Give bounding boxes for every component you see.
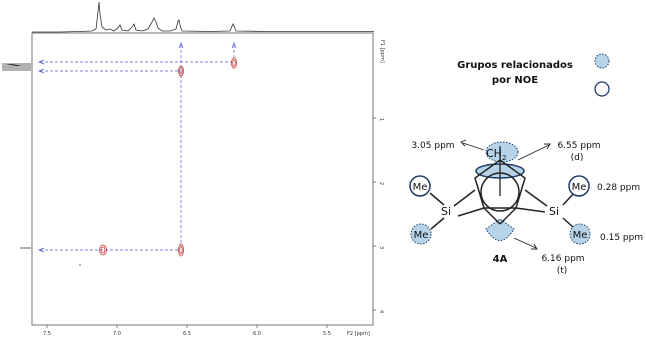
f2-projection-trace bbox=[32, 2, 374, 32]
f2-axis-label: F2 [ppm] bbox=[347, 331, 370, 337]
f2-tick-7-0: 7.0 bbox=[113, 331, 121, 337]
ch-bottom-highlight bbox=[486, 219, 514, 241]
annotation-ch-shift: 6.16 ppm bbox=[541, 254, 585, 264]
noe-legend bbox=[457, 54, 609, 96]
si-left-ring-bond bbox=[454, 190, 475, 206]
f2-tick-5-5: 5.5 bbox=[323, 331, 331, 337]
arrow-cp bbox=[518, 145, 549, 160]
annotation-ch-multiplicity: (t) bbox=[556, 266, 568, 276]
noe-arrowheads bbox=[39, 43, 236, 252]
noe-correlation-lines bbox=[40, 45, 234, 250]
si-left-me-upper-bond bbox=[430, 193, 444, 205]
legend-solid-circle-icon bbox=[595, 82, 609, 96]
f1-projection-trace bbox=[2, 64, 31, 248]
compound-label: 4A bbox=[492, 254, 508, 265]
ch2-label: $CH_2$ bbox=[486, 147, 507, 162]
noesy-spectrum bbox=[2, 2, 385, 337]
si-right-me-upper-bond bbox=[563, 194, 573, 205]
f1-axis-label: F1 [ppm] bbox=[379, 40, 385, 63]
f1-axis-ticks bbox=[373, 118, 376, 310]
f2-axis-ticks bbox=[47, 325, 327, 328]
methyl-upper-left-label: Me bbox=[412, 182, 428, 193]
si-right-me-lower-bond bbox=[563, 218, 574, 228]
si-right-label: Si bbox=[549, 205, 560, 218]
f2-tick-6-5: 6.5 bbox=[183, 331, 191, 337]
si-right-ring-bond bbox=[525, 190, 547, 206]
f2-tick-6-0: 6.0 bbox=[253, 331, 261, 337]
annotation-ch2-shift: 3.05 ppm bbox=[411, 141, 455, 151]
annotation-cp-multiplicity: (d) bbox=[570, 153, 584, 163]
si-left-me-lower-bond bbox=[431, 218, 444, 229]
molecule-4a bbox=[410, 140, 643, 276]
noise-dot bbox=[79, 264, 81, 266]
arrow-ch bbox=[514, 238, 536, 248]
methyl-upper-right-label: Me bbox=[571, 182, 587, 193]
si-left-ch-bond bbox=[458, 208, 484, 216]
legend-title-line1: Grupos relacionados bbox=[457, 60, 573, 71]
f1-tick-1: 1 bbox=[378, 118, 384, 122]
arrow-ch2 bbox=[463, 143, 484, 150]
f2-tick-7-5: 7.5 bbox=[43, 331, 51, 337]
si-left-label: Si bbox=[441, 205, 452, 218]
plot-frame bbox=[32, 33, 373, 325]
legend-title-line2: por NOE bbox=[491, 75, 539, 86]
annotation-cp-shift: 6.55 ppm bbox=[557, 141, 601, 151]
si-right-ch-bond bbox=[516, 208, 545, 212]
methyl-lower-right-label: Me bbox=[572, 230, 588, 241]
methyl-lower-left-label: Me bbox=[413, 230, 429, 241]
annotation-me-upper-shift: 0.28 ppm bbox=[597, 183, 641, 193]
f1-tick-2: 2 bbox=[378, 182, 384, 186]
annotation-me-lower-shift: 0.15 ppm bbox=[600, 233, 644, 243]
cross-peak-ch2 bbox=[232, 58, 237, 68]
f1-tick-3: 3 bbox=[378, 246, 384, 250]
cross-peaks bbox=[100, 58, 237, 256]
f1-tick-4: 4 bbox=[378, 310, 384, 314]
legend-dotted-circle-icon bbox=[595, 54, 609, 68]
